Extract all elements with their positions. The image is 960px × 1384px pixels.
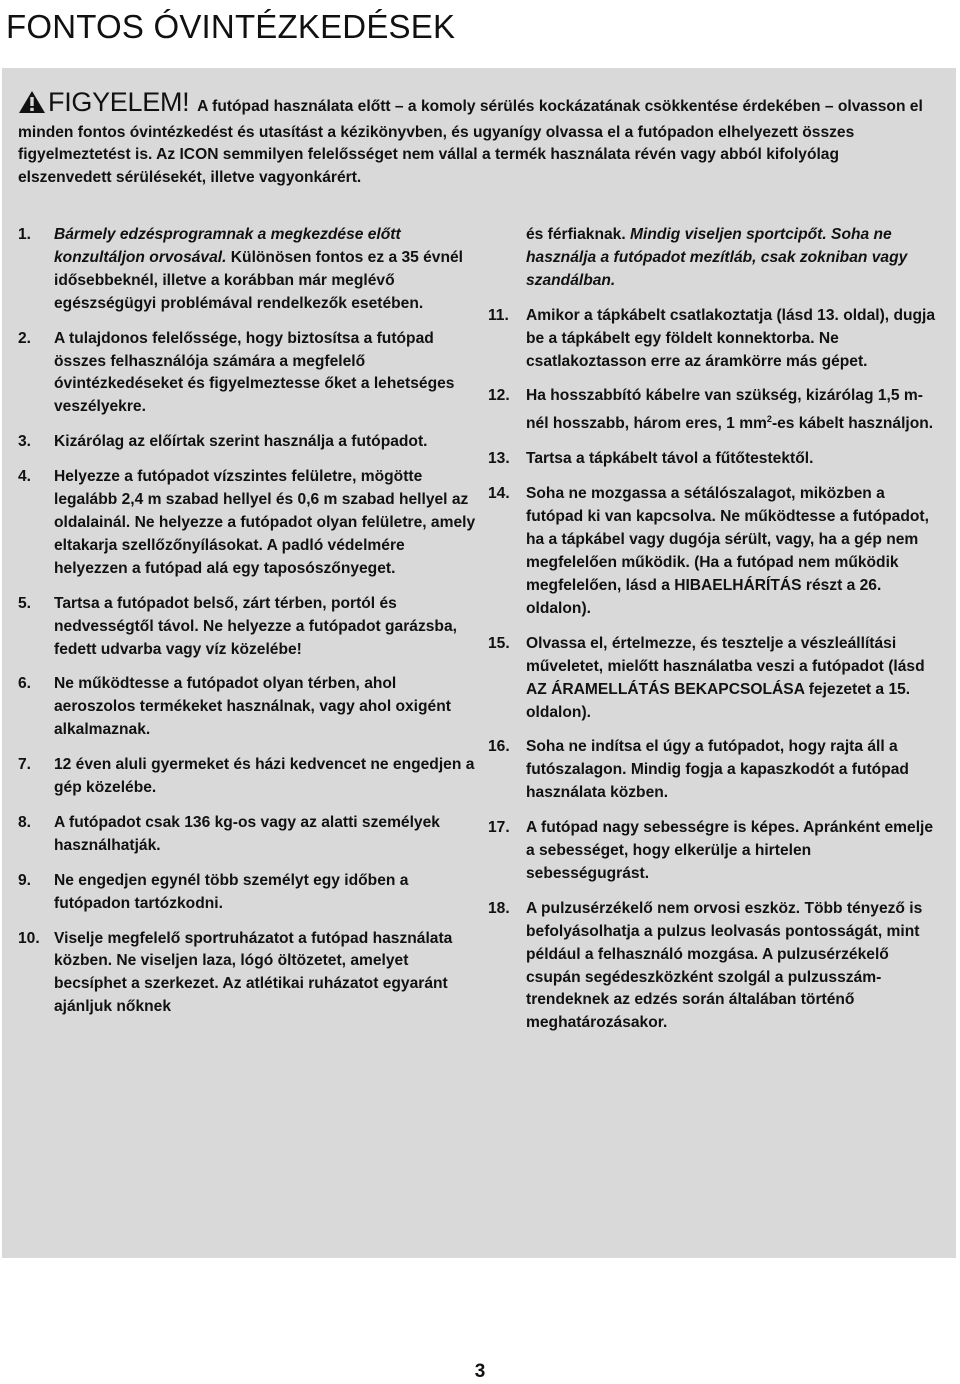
continuation-text: és férfiaknak. [526,226,626,243]
list-item-10 [18,928,476,1020]
warning-label: FIGYELEM! [48,87,190,117]
item-number: 11. [488,306,509,324]
item-number: 14. [488,485,510,503]
superscript: 2 [766,414,772,425]
list-item-11 [488,305,938,374]
continuation-italic-text: Mindig viseljen sportcipőt. Soha ne használja a futópadot mezítláb, csak zokniban vagy szandálban. [526,226,908,289]
left-column [18,224,476,1019]
item-text: Helyezze a futópadot vízszintes felületre, mögötte legalább 2,4 m szabad hellyel és 0,6 m szabad hellyel az oldalainál. Ne helyezze a futópadot olyan felületre, amely eltakarja szellőzőnyílásokat. A padló védelmére helyezzen a futópad alá egy taposószőnyeget. [54,468,476,577]
item-number: 12. [488,387,510,405]
list-item-7 [18,754,476,800]
item-text: Soha ne mozgassa a sétálószalagot, miközben a futópad ki van kapcsolva. Ne működtesse a futópadot, ha a tápkábel vagy dugója sérült, vagy, ha a gép nem megfelelően működik. (Ha a futópad nem működik megfelelően, lásd a HIBAELHÁRÍTÁS részt a 26. oldalon). [526,485,929,617]
item-number: 15. [488,634,510,652]
list-item-16 [488,736,938,805]
list-item-14 [488,483,938,620]
list-item-1 [18,224,476,316]
list-item-13 [488,448,938,471]
item-text-italic: Bármely edzésprogramnak a megkezdése előtt konzultáljon orvosával. [54,226,401,266]
page-number: 3 [474,1361,486,1382]
warning-triangle-icon [18,90,46,122]
item-number: 2. [18,329,32,347]
item-number: 13. [488,450,510,468]
list-item-4 [18,466,476,581]
item-10-continuation [526,224,938,293]
item-text: Soha ne indítsa el úgy a futópadot, hogy rajta áll a futószalagon. Mindig fogja a kapaszkodót a futópad használata közben. [526,738,909,802]
item-text: Ne engedjen egynél több személyt egy időben a futópadon tartózkodni. [54,871,409,912]
item-number: 1. [18,226,32,243]
item-number: 9. [18,871,32,889]
item-number: 10. [18,929,40,947]
item-number: 8. [18,813,32,831]
item-number: 7. [18,756,32,774]
item-number: 3. [18,433,32,451]
list-item-2 [18,328,476,420]
warning-block [18,87,936,189]
warning-text: A futópad használata előtt – a komoly sérülés kockázatának csökkentése érdekében – olvasson el minden fontos óvintézkedést és utasítást a kézikönyvben, és ugyanígy olvassa el a futópadon elhelyezett összes figyelmeztetést is. Az ICON semmilyen felelősséget nem vállal a termék használata révén vagy abból kifolyólag elszenvedett sérülésekét, illetve vagyonkárért. [18,98,923,186]
item-number: 17. [488,819,510,837]
list-item-9 [18,870,476,916]
item-text: Kizárólag az előírtak szerint használja a futópadot. [54,433,428,451]
list-item-15 [488,633,938,725]
item-text: Viselje megfelelő sportruházatot a futópad használata közben. Ne viseljen laza, lógó öltözetet, amelyet becsíphet a szerkezet. Az atlétikai ruházatot egyaránt ajánljuk nőknek [54,929,453,1016]
item-text: A pulzusérzékelő nem orvosi eszköz. Több tényező is befolyásolhatja a pulzus leolvasás pontosságát, mint például a felhasználó mozgása. A pulzusérzékelő csupán segédeszközként szolgál a pulzusszám-trendeknek az edzés során általában történő meghatározásakor. [526,899,923,1032]
list-item-6 [18,673,476,742]
item-text: Különösen fontos ez a 35 évnél idősebbeknél, illetve a korábban már meglévő egészségügyi problémával rendelkezők esetében. [54,248,464,312]
list-item-8 [18,812,476,858]
item-text: Ha hosszabbító kábelre van szükség, kizárólag 1,5 m-nél hosszabb, három eres, 1 mm [526,387,923,433]
item-text: Ne működtesse a futópadot olyan térben, ahol aeroszolos termékeket használnak, vagy ahol oxigént alkalmaznak. [54,675,451,739]
list-item-5 [18,593,476,662]
item-text: Tartsa a futópadot belső, zárt térben, portól és nedvességtől távol. Ne helyezze a futópadot garázsba, fedett udvarba vagy víz közelébe! [54,594,457,658]
item-number: 16. [488,738,510,756]
item-text-end: -es kábelt használjon. [771,415,934,433]
item-text: 12 éven aluli gyermeket és házi kedvencet ne engedjen a gép közelébe. [54,756,475,797]
item-text: Amikor a tápkábelt csatlakoztatja (lásd 13. oldal), dugja be a tápkábelt egy földelt konnektorba. Ne csatlakoztasson erre az áramkörre más gépet. [526,306,936,370]
item-number: 4. [18,468,32,486]
list-item-17 [488,817,938,886]
item-number: 18. [488,899,510,917]
list-item-3 [18,431,476,454]
item-text: A futópad nagy sebességre is képes. Apránként emelje a sebességet, hogy elkerülje a hirtelen sebességugrást. [526,819,934,882]
item-text: Tartsa a tápkábelt távol a fűtőtestektől. [526,450,814,468]
item-number: 5. [18,594,32,612]
item-text: A futópadot csak 136 kg-os vagy az alatti személyek használhatják. [54,813,440,854]
list-item-18 [488,898,938,1035]
right-column [488,224,938,1035]
item-text: A tulajdonos felelőssége, hogy biztosítsa a futópad összes felhasználója számára a megfelelő óvintézkedéseket és figyelmeztesse őket a lehetséges veszélyekre. [54,329,455,416]
page-title: FONTOS ÓVINTÉZKEDÉSEK [6,8,456,45]
list-item-12 [488,385,938,436]
item-number: 6. [18,675,32,693]
item-text: Olvassa el, értelmezze, és tesztelje a vészleállítási műveletet, mielőtt használatba veszi a futópadot (lásd AZ ÁRAMELLÁTÁS BEKAPCSOLÁSA fejezetet a 15. oldalon). [526,634,925,721]
